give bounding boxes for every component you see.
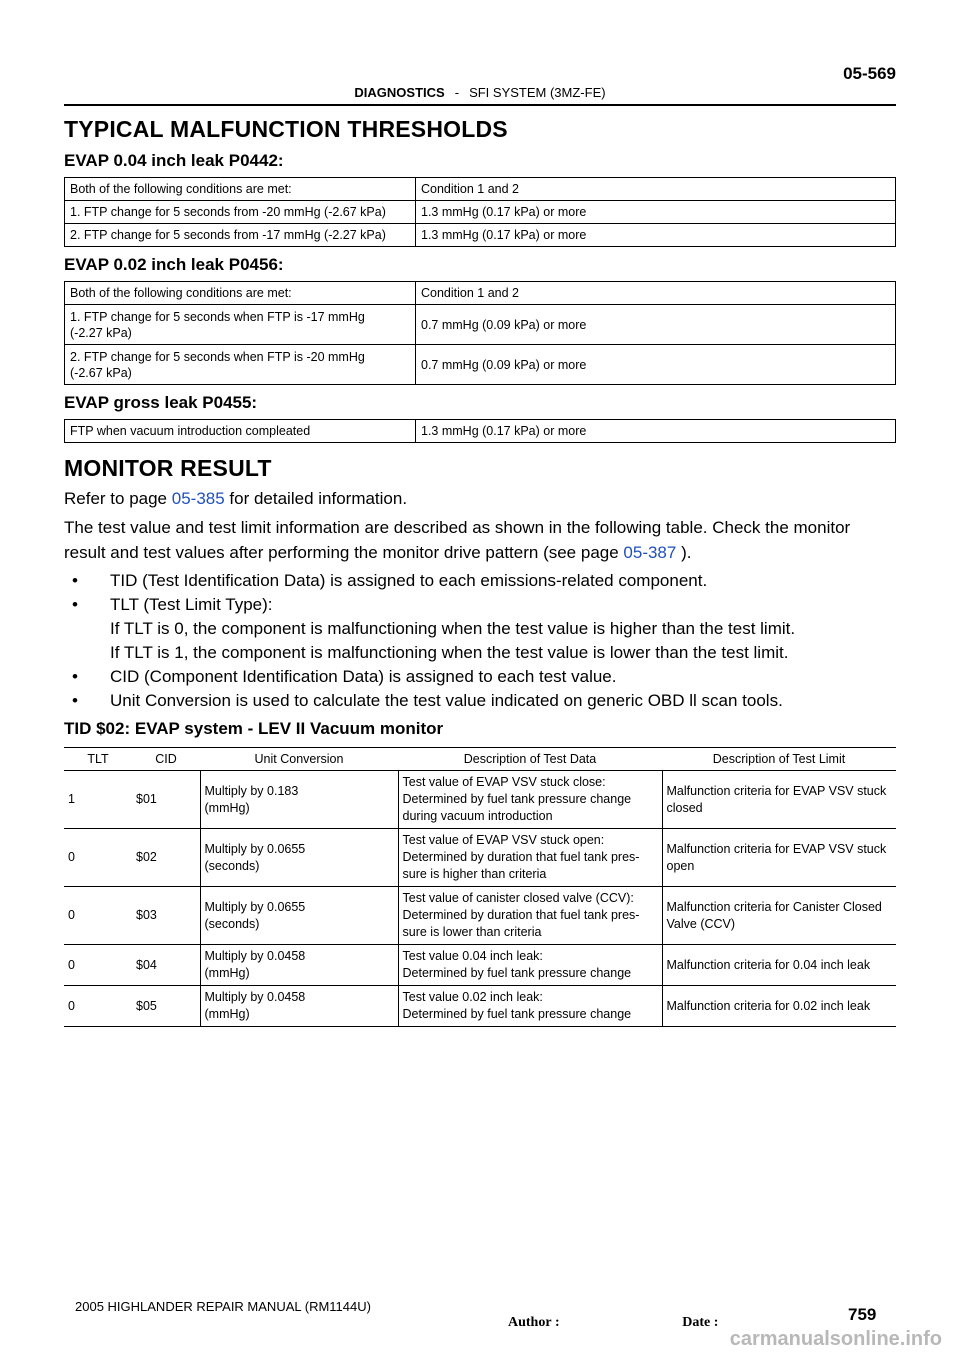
table-cell: 0	[64, 887, 132, 945]
bullet-icon: •	[72, 571, 78, 590]
bullet-subtext: If TLT is 0, the component is malfunctioning when the test value is higher than the test limit.	[110, 619, 796, 638]
p0455-table	[64, 419, 896, 443]
table-row	[65, 224, 896, 247]
table-cell: 1	[64, 771, 132, 829]
subsection-name: SFI SYSTEM (3MZ-FE)	[469, 85, 606, 100]
author-date-line: Author : Date :	[508, 1315, 719, 1330]
cell-line: Multiply by 0.183	[204, 783, 299, 798]
page-link-05-385[interactable]: 05-385	[171, 489, 225, 508]
watermark: carmanualsonline.info	[729, 1328, 942, 1350]
cell-line: Test value 0.04 inch leak:	[402, 949, 543, 963]
column-header-test-limit: Description of Test Limit	[662, 748, 896, 771]
manual-title: 2005 HIGHLANDER REPAIR MANUAL (RM1144U)	[75, 1299, 371, 1314]
table-cell	[65, 305, 416, 345]
bullet-text: CID (Component Identification Data) is assigned to each test value.	[110, 667, 617, 686]
table-row	[64, 771, 896, 829]
cell-line: Determined by fuel tank pressure change	[402, 792, 632, 806]
bullet-text: TLT (Test Limit Type):	[110, 595, 273, 614]
table-row	[64, 945, 896, 986]
description-text-end: ).	[676, 543, 692, 562]
p0455-heading: EVAP gross leak P0455:	[64, 393, 258, 412]
cell-line: Determined by duration that fuel tank pres-	[402, 850, 640, 864]
bullet-subtext: If TLT is 1, the component is malfunctioning when the test value is lower than the test limit.	[110, 643, 789, 662]
cell-line: Test value of canister closed valve (CCV):	[402, 891, 634, 905]
table-cell	[398, 986, 662, 1027]
refer-text: Refer to page	[64, 489, 172, 508]
thresholds-title: TYPICAL MALFUNCTION THRESHOLDS	[64, 116, 508, 142]
table-cell	[662, 771, 896, 829]
cell-line: Multiply by 0.0655	[204, 899, 306, 914]
cell-line: 2. FTP change for 5 seconds when FTP is -20 mmHg	[70, 349, 365, 364]
table-cell	[398, 887, 662, 945]
cell-line: Multiply by 0.0655	[204, 841, 306, 856]
table-cell: 1.3 mmHg (0.17 kPa) or more	[416, 224, 896, 247]
cell-line: Multiply by 0.0458	[204, 949, 306, 963]
section-separator: -	[454, 85, 460, 100]
bullet-list	[64, 569, 896, 713]
refer-paragraph	[64, 486, 896, 511]
list-item	[64, 593, 896, 665]
table-cell	[398, 945, 662, 986]
monitor-title: MONITOR RESULT	[64, 455, 272, 481]
table-cell	[200, 771, 398, 829]
page-header	[64, 64, 896, 106]
bullet-text: Unit Conversion is used to calculate the test value indicated on generic OBD ll scan tools.	[110, 691, 783, 710]
table-row	[65, 305, 896, 345]
page-link-05-387[interactable]: 05-387	[623, 543, 677, 562]
p0456-heading: EVAP 0.02 inch leak P0456:	[64, 255, 284, 274]
table-header-row	[64, 748, 896, 771]
cell-line: (-2.67 kPa)	[70, 365, 132, 380]
section-name: DIAGNOSTICS	[354, 85, 445, 100]
refer-text-end: for detailed information.	[224, 489, 408, 508]
bullet-icon: •	[72, 667, 78, 686]
cell-line: sure is higher than criteria	[402, 867, 547, 881]
table-cell: 1.3 mmHg (0.17 kPa) or more	[416, 420, 896, 443]
table-cell	[662, 887, 896, 945]
table-cell	[398, 829, 662, 887]
column-header-test-data: Description of Test Data	[398, 748, 662, 771]
description-paragraph	[64, 515, 896, 565]
table-row	[65, 282, 896, 305]
table-cell: $02	[132, 829, 200, 887]
table-cell: 0	[64, 945, 132, 986]
description-text: The test value and test limit information are described as shown in the following table. Check the monitor result and test values after performing the monitor drive pattern (see page	[64, 518, 851, 562]
table-row	[65, 345, 896, 385]
column-header-cid: CID	[132, 748, 200, 771]
table-cell: 2. FTP change for 5 seconds from -17 mmHg (-2.27 kPa)	[65, 224, 416, 247]
bullet-icon: •	[72, 595, 78, 614]
table-cell	[200, 945, 398, 986]
table-cell: Malfunction criteria for 0.02 inch leak	[662, 986, 896, 1027]
cell-line: Malfunction criteria for EVAP VSV stuck	[666, 841, 887, 856]
table-cell: 0	[64, 986, 132, 1027]
cell-line: (seconds)	[204, 916, 260, 931]
page-content	[64, 112, 896, 1027]
table-row	[64, 986, 896, 1027]
cell-line: Determined by fuel tank pressure change	[402, 1007, 632, 1021]
p0442-table	[64, 177, 896, 247]
table-cell	[200, 829, 398, 887]
tid-table	[64, 747, 896, 1027]
table-cell: Both of the following conditions are met:	[65, 282, 416, 305]
table-cell: Condition 1 and 2	[416, 178, 896, 201]
section-title	[64, 85, 896, 100]
cell-line: Multiply by 0.0458	[204, 990, 306, 1004]
table-cell	[662, 829, 896, 887]
page-code: 05-569	[843, 64, 896, 83]
cell-line: Test value of EVAP VSV stuck close:	[402, 775, 606, 789]
table-cell	[200, 986, 398, 1027]
cell-line: Malfunction criteria for EVAP VSV stuck	[666, 783, 887, 798]
cell-line: (-2.27 kPa)	[70, 325, 132, 340]
cell-line: (mmHg)	[204, 1007, 250, 1021]
bullet-text: TID (Test Identification Data) is assigned to each emissions-related component.	[110, 571, 708, 590]
table-cell: Both of the following conditions are met:	[65, 178, 416, 201]
table-cell: $03	[132, 887, 200, 945]
column-header-tlt: TLT	[64, 748, 132, 771]
table-cell: 0.7 mmHg (0.09 kPa) or more	[416, 305, 896, 345]
table-row	[64, 829, 896, 887]
table-cell: $01	[132, 771, 200, 829]
cell-line: (mmHg)	[204, 966, 250, 980]
cell-line: 1. FTP change for 5 seconds when FTP is -17 mmHg	[70, 309, 365, 324]
p0442-heading: EVAP 0.04 inch leak P0442:	[64, 151, 284, 170]
table-cell: 1. FTP change for 5 seconds from -20 mmHg (-2.67 kPa)	[65, 201, 416, 224]
cell-line: Test value 0.02 inch leak:	[402, 990, 543, 1004]
table-cell: FTP when vacuum introduction compleated	[65, 420, 416, 443]
list-item	[64, 689, 896, 713]
cell-line: during vacuum introduction	[402, 809, 553, 823]
table-row	[65, 201, 896, 224]
cell-line: closed	[666, 800, 703, 815]
cell-line: open	[666, 858, 695, 873]
page-number: 759	[848, 1305, 877, 1324]
cell-line: Determined by fuel tank pressure change	[402, 966, 632, 980]
list-item	[64, 665, 896, 689]
table-row	[64, 887, 896, 945]
cell-line: sure is lower than criteria	[402, 925, 542, 939]
p0456-table	[64, 281, 896, 385]
table-row	[65, 178, 896, 201]
cell-line: (mmHg)	[204, 800, 250, 815]
list-item	[64, 569, 896, 593]
table-cell: 0.7 mmHg (0.09 kPa) or more	[416, 345, 896, 385]
tid-heading: TID $02: EVAP system - LEV II Vacuum monitor	[64, 719, 444, 738]
table-cell: $05	[132, 986, 200, 1027]
table-cell	[65, 345, 416, 385]
column-header-unit: Unit Conversion	[200, 748, 398, 771]
table-cell: Malfunction criteria for 0.04 inch leak	[662, 945, 896, 986]
cell-line: Determined by duration that fuel tank pres-	[402, 908, 640, 922]
table-cell	[200, 887, 398, 945]
table-cell	[398, 771, 662, 829]
cell-line: (seconds)	[204, 858, 260, 873]
table-row	[65, 420, 896, 443]
table-cell: 1.3 mmHg (0.17 kPa) or more	[416, 201, 896, 224]
cell-line: Valve (CCV)	[666, 916, 736, 931]
bullet-icon: •	[72, 691, 78, 710]
table-cell: $04	[132, 945, 200, 986]
cell-line: Malfunction criteria for Canister Closed	[666, 899, 882, 914]
table-cell: 0	[64, 829, 132, 887]
table-cell: Condition 1 and 2	[416, 282, 896, 305]
cell-line: Test value of EVAP VSV stuck open:	[402, 833, 605, 847]
